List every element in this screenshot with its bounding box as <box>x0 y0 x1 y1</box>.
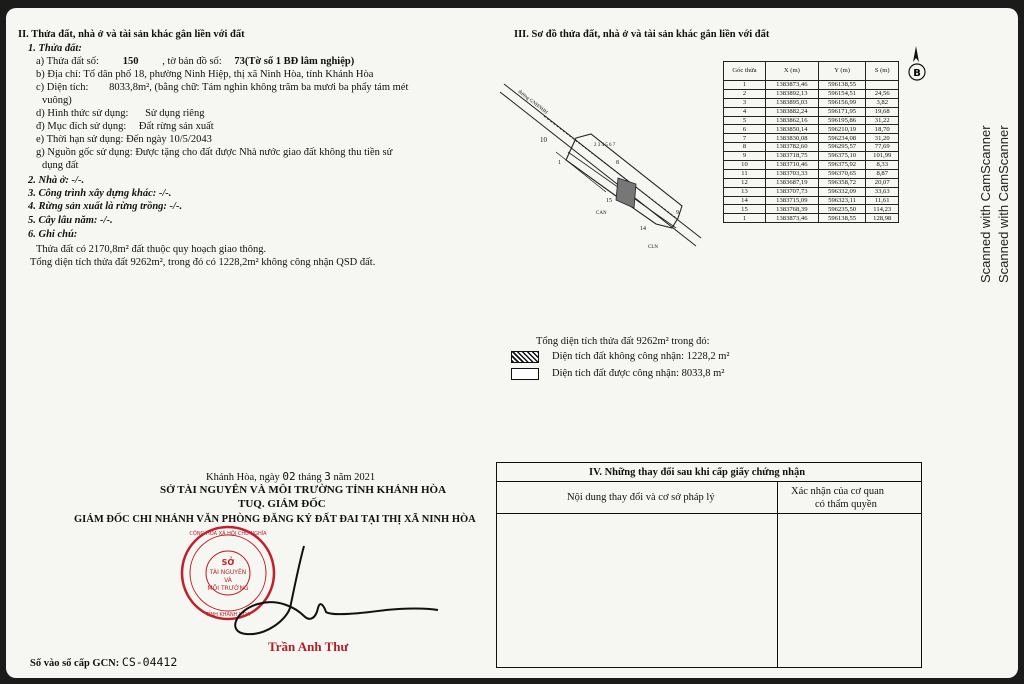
address-row: b) Địa chỉ: Tổ dân phố 18, phường Ninh Hiệp, thị xã Ninh Hòa, tỉnh Khánh Hòa <box>36 69 374 80</box>
changes-col-content: Nội dung thay đổi và cơ sở pháp lý <box>567 492 715 503</box>
on-behalf-title: TUQ. GIÁM ĐỐC <box>238 498 326 510</box>
table-cell: 1 <box>724 214 766 223</box>
table-cell: 31,20 <box>866 134 899 143</box>
table-cell: 596370,65 <box>818 169 866 178</box>
table-cell: 1383782,60 <box>765 143 818 152</box>
area-row: c) Diện tích: 8033,8m², (bằng chữ: Tám nghìn không trăm ba mươi ba phẩy tám mét <box>36 82 409 93</box>
use-purpose-row: đ) Mục đích sử dụng: Đất rừng sản xuất <box>36 121 214 132</box>
map-sheet-label: , tờ bản đồ số: <box>162 56 222 67</box>
table-row <box>724 214 899 223</box>
col-x: X (m) <box>765 62 818 81</box>
table-cell: 1383873,46 <box>765 214 818 223</box>
table-cell: 14 <box>724 196 766 205</box>
table-row <box>724 152 899 161</box>
table-cell: 1383873,46 <box>765 81 818 90</box>
svg-text:TỈNH KHÁNH HÒA: TỈNH KHÁNH HÒA <box>205 612 251 618</box>
north-arrow-icon <box>904 44 930 88</box>
table-cell: 596210,19 <box>818 125 866 134</box>
svg-text:1: 1 <box>558 160 561 166</box>
house-heading: 2. Nhà ở: -/-. <box>28 175 85 186</box>
signer-name: Trần Anh Thư <box>268 639 349 654</box>
table-row <box>724 107 899 116</box>
table-cell: 1383862,16 <box>765 116 818 125</box>
table-cell: 1383707,73 <box>765 187 818 196</box>
table-row <box>724 187 899 196</box>
legend-recognized-swatch <box>511 368 539 380</box>
table-cell: 1383718,75 <box>765 152 818 161</box>
table-row <box>724 196 899 205</box>
table-row <box>724 134 899 143</box>
table-cell: 1383687,19 <box>765 178 818 187</box>
table-cell: 11 <box>724 169 766 178</box>
table-row <box>724 98 899 107</box>
svg-text:MÔI TRƯỜNG: MÔI TRƯỜNG <box>207 585 249 592</box>
table-cell: 596375,92 <box>818 161 866 170</box>
table-cell: 1383830,08 <box>765 134 818 143</box>
table-cell: 1383850,14 <box>765 125 818 134</box>
use-form-row: d) Hình thức sử dụng: Sử dụng riêng <box>36 108 205 119</box>
map-sheet-value: 73(Tờ số 1 BĐ lâm nghiệp) <box>234 56 355 67</box>
table-cell: 114,23 <box>866 205 899 214</box>
table-cell: 18,70 <box>866 125 899 134</box>
legend-unrecognized-swatch <box>511 351 539 363</box>
table-cell: 19,68 <box>866 107 899 116</box>
table-cell: 3,82 <box>866 98 899 107</box>
table-cell: 596195,86 <box>818 116 866 125</box>
coordinate-rows <box>724 81 899 223</box>
table-cell: 5 <box>724 116 766 125</box>
table-cell: 8 <box>724 143 766 152</box>
table-cell <box>866 81 899 90</box>
table-cell: 2 <box>724 89 766 98</box>
table-cell: 77,69 <box>866 143 899 152</box>
table-cell: 1383892,13 <box>765 89 818 98</box>
parcel-number-value: 150 <box>122 56 139 67</box>
signer-title: GIÁM ĐỐC CHI NHÁNH VĂN PHÒNG ĐĂNG KÝ ĐẤT ĐAI TẠI THỊ XÃ NINH HÒA <box>74 514 476 525</box>
section-iii-title: III. Sơ đồ thửa đất, nhà ở và tài sản khác gắn liền với đất <box>514 29 770 40</box>
table-cell: 596156,99 <box>818 98 866 107</box>
parcel-number-row <box>36 55 354 68</box>
table-cell: 596375,10 <box>818 152 866 161</box>
svg-text:8: 8 <box>616 160 619 166</box>
table-cell: 1383895,03 <box>765 98 818 107</box>
table-row <box>724 178 899 187</box>
table-cell: 596358,72 <box>818 178 866 187</box>
table-row <box>724 161 899 170</box>
table-cell: 596171,95 <box>818 107 866 116</box>
svg-text:2 3 4 5 6 7: 2 3 4 5 6 7 <box>594 143 616 148</box>
svg-text:CLN: CLN <box>648 245 658 250</box>
construction-heading: 3. Công trình xây dựng khác: -/-. <box>28 188 172 199</box>
table-cell: 8,33 <box>866 161 899 170</box>
svg-text:15: 15 <box>606 198 612 204</box>
table-cell: 9 <box>724 152 766 161</box>
table-row <box>724 205 899 214</box>
section-ii-title: II. Thửa đất, nhà ở và tài sản khác gắn liền với đất <box>18 29 245 40</box>
handwritten-signature <box>186 538 446 648</box>
svg-text:10: 10 <box>540 136 547 144</box>
scanner-watermark-1: Scanned with CamScanner <box>978 125 993 283</box>
table-cell: 128,98 <box>866 214 899 223</box>
changes-col-authority-2: có thẩm quyền <box>815 499 877 510</box>
table-cell: 31,22 <box>866 116 899 125</box>
parcel-sketch-map <box>496 68 711 268</box>
table-cell: 1383710,46 <box>765 161 818 170</box>
svg-text:B: B <box>913 68 921 79</box>
table-cell: 10 <box>724 161 766 170</box>
table-cell: 11,61 <box>866 196 899 205</box>
svg-text:CỘNG HÒA XÃ HỘI CHỦ NGHĨA: CỘNG HÒA XÃ HỘI CHỦ NGHĨA <box>189 531 267 537</box>
table-cell: 596234,08 <box>818 134 866 143</box>
table-cell: 596138,55 <box>818 81 866 90</box>
signing-date: Khánh Hòa, ngày 02 tháng 3 năm 2021 <box>206 470 376 483</box>
changes-col-authority-1: Xác nhận của cơ quan <box>791 486 885 497</box>
svg-text:TÀI NGUYÊN: TÀI NGUYÊN <box>209 569 247 576</box>
table-cell: 596323,11 <box>818 196 866 205</box>
svg-text:VÀ: VÀ <box>224 577 232 584</box>
table-cell: 596295,57 <box>818 143 866 152</box>
total-area: Tổng diện tích thửa đất 9262m² trong đó: <box>536 336 710 347</box>
table-cell: 596138,55 <box>818 214 866 223</box>
table-cell: 3 <box>724 98 766 107</box>
coordinate-table <box>723 61 899 223</box>
area-row-cont: vuông) <box>42 95 72 106</box>
legend-recognized: Diện tích đất được công nhận: 8033,8 m² <box>552 368 725 379</box>
table-cell: 596235,50 <box>818 205 866 214</box>
note-line-2: Tổng diện tích thửa đất 9262m², trong đó có 1228,2m² không công nhận QSD đất. <box>30 257 376 268</box>
table-row <box>724 125 899 134</box>
table-cell: 7 <box>724 134 766 143</box>
svg-text:9: 9 <box>676 210 679 216</box>
legend-unrecognized: Diện tích đất không công nhận: 1228,2 m² <box>552 351 730 362</box>
origin-row: g) Nguồn gốc sử dụng: Được tặng cho đất được Nhà nước giao đất không thu tiền sử <box>36 147 393 158</box>
table-row <box>724 143 899 152</box>
table-cell: 13 <box>724 187 766 196</box>
table-row <box>724 116 899 125</box>
changes-box <box>496 462 922 668</box>
table-cell: 1 <box>724 81 766 90</box>
table-cell: 1383768,39 <box>765 205 818 214</box>
note-line-1: Thửa đất có 2170,8m² đất thuộc quy hoạch giao thông. <box>36 244 267 255</box>
land-parcel-heading: 1. Thửa đất: <box>28 43 82 54</box>
col-point: Góc thửa <box>724 62 766 81</box>
table-cell: 101,99 <box>866 152 899 161</box>
col-s: S (m) <box>866 62 899 81</box>
notes-heading: 6. Ghi chú: <box>28 229 78 240</box>
table-cell: 596154,51 <box>818 89 866 98</box>
table-cell: 1383703,33 <box>765 169 818 178</box>
table-cell: 596332,09 <box>818 187 866 196</box>
parcel-number-label: a) Thửa đất số: <box>36 56 99 67</box>
department-name: SỞ TÀI NGUYÊN VÀ MÔI TRƯỜNG TỈNH KHÁNH HÒA <box>160 484 447 496</box>
forest-heading: 4. Rừng sản xuất là rừng trồng: -/-. <box>28 201 183 212</box>
scanner-watermark-2: Scanned with CamScanner <box>996 125 1011 283</box>
registry-number: Số vào sổ cấp GCN: CS-04412 <box>30 655 178 669</box>
table-cell: 6 <box>724 125 766 134</box>
table-cell: 15 <box>724 205 766 214</box>
table-row <box>724 169 899 178</box>
use-term-row: e) Thời hạn sử dụng: Đến ngày 10/5/2043 <box>36 134 212 145</box>
svg-text:đường GNHNHH: đường GNHNHH <box>516 89 549 116</box>
section-iv-title: IV. Những thay đổi sau khi cấp giấy chứng nhận <box>589 467 806 478</box>
table-cell: 1383715,09 <box>765 196 818 205</box>
col-y: Y (m) <box>818 62 866 81</box>
svg-text:CAN: CAN <box>596 211 607 216</box>
certificate-page <box>6 8 1018 678</box>
table-cell: 4 <box>724 107 766 116</box>
table-cell: 33,63 <box>866 187 899 196</box>
table-cell: 20,07 <box>866 178 899 187</box>
svg-text:SỞ: SỞ <box>221 558 235 567</box>
table-cell: 12 <box>724 178 766 187</box>
origin-row-cont: dụng đất <box>42 160 79 171</box>
table-cell: 1383882,24 <box>765 107 818 116</box>
table-cell: 8,87 <box>866 169 899 178</box>
table-cell: 24,56 <box>866 89 899 98</box>
table-row <box>724 89 899 98</box>
table-row <box>724 81 899 90</box>
perennial-heading: 5. Cây lâu năm: -/-. <box>28 215 113 226</box>
svg-text:14: 14 <box>640 226 646 232</box>
